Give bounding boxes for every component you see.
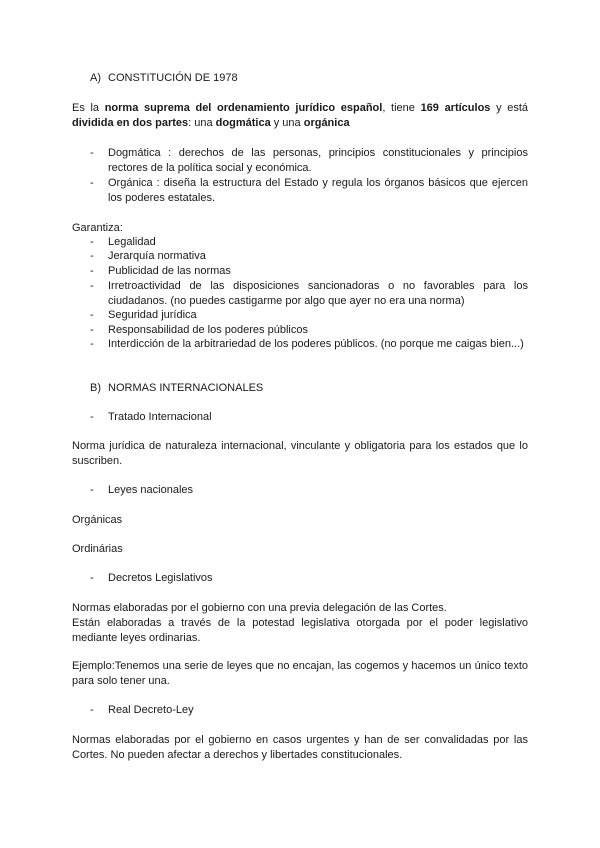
list-item bbox=[90, 279, 528, 309]
section-a-number: A) bbox=[90, 72, 101, 84]
part-organic: Orgánica : diseña la estructura del Estado y regula los órganos básicos que ejercen los poderes estatales. bbox=[108, 177, 528, 204]
guarantee-item: Jerarquía normativa bbox=[108, 250, 206, 262]
list-item bbox=[90, 337, 528, 352]
intro-bold: orgánica bbox=[303, 117, 350, 129]
section-b-number: B) bbox=[90, 382, 101, 394]
guarantee-item: Irretroactividad de las disposiciones sancionadoras o no favorables para los ciudadanos. (no puedes castigarme por algo que ayer no era una norma) bbox=[108, 280, 528, 307]
decrees-label: Decretos Legislativos bbox=[108, 572, 213, 584]
decrees-paragraph bbox=[72, 601, 528, 646]
guarantee-item: Responsabilidad de los poderes públicos bbox=[108, 324, 308, 336]
bullet-dash: - bbox=[90, 338, 94, 350]
bullet-dash: - bbox=[90, 280, 94, 292]
decrees-text-1: Normas elaboradas por el gobierno con una previa delegación de las Cortes. bbox=[72, 602, 447, 614]
national-laws-label: Leyes nacionales bbox=[108, 484, 194, 496]
section-a-heading bbox=[90, 71, 238, 86]
intro-text: y una bbox=[270, 117, 304, 129]
intro-line-2 bbox=[72, 116, 528, 131]
list-item bbox=[90, 264, 528, 279]
section-a-title: CONSTITUCIÓN DE 1978 bbox=[108, 72, 238, 84]
bullet-dash: - bbox=[90, 411, 94, 423]
intro-line-1 bbox=[72, 101, 528, 116]
list-item bbox=[90, 323, 528, 338]
list-item bbox=[90, 703, 528, 718]
list-item bbox=[90, 483, 528, 498]
bullet-dash: - bbox=[90, 265, 94, 277]
guarantee-item: Interdicción de la arbitrariedad de los poderes públicos. (no porque me caigas bien...) bbox=[108, 338, 524, 350]
bullet-dash: - bbox=[90, 147, 94, 159]
intro-bold: 169 artículos bbox=[420, 102, 491, 114]
list-item bbox=[90, 146, 528, 176]
intro-text: : una bbox=[188, 117, 216, 129]
constitution-intro bbox=[72, 101, 528, 131]
guarantee-item: Legalidad bbox=[108, 236, 156, 248]
list-item bbox=[90, 410, 528, 425]
bullet-dash: - bbox=[90, 704, 94, 716]
intro-text: y está bbox=[490, 102, 529, 114]
list-item bbox=[90, 235, 528, 250]
guarantees-title: Garantiza: bbox=[72, 222, 123, 234]
guarantee-item: Publicidad de las normas bbox=[108, 265, 231, 277]
bullet-dash: - bbox=[90, 177, 94, 189]
list-item bbox=[90, 308, 528, 323]
treaty-description: Norma jurídica de naturaleza internacional, vinculante y obligatoria para los estados que lo suscriben. bbox=[72, 440, 528, 467]
intro-bold: dogmática bbox=[215, 117, 271, 129]
treaty-label: Tratado Internacional bbox=[108, 411, 212, 423]
intro-text: , tiene bbox=[382, 102, 421, 114]
bullet-dash: - bbox=[90, 250, 94, 262]
royal-decree-label: Real Decreto-Ley bbox=[108, 704, 194, 716]
example-paragraph: Ejemplo:Tenemos una serie de leyes que no encajan, las cogemos y hacemos un único texto para solo tener una. bbox=[72, 660, 528, 687]
section-b-title: NORMAS INTERNACIONALES bbox=[108, 382, 264, 394]
ordinary-laws: Ordinárias bbox=[72, 543, 123, 555]
royal-decree-description: Normas elaboradas por el gobierno en casos urgentes y han de ser convalidadas por las Cortes. No pueden afectar a derechos y libertades constitucionales. bbox=[72, 734, 528, 761]
section-b-heading bbox=[90, 381, 263, 396]
guarantee-item: Seguridad jurídica bbox=[108, 309, 197, 321]
list-item bbox=[90, 176, 528, 206]
intro-bold: dividida en dos partes bbox=[72, 117, 189, 129]
bullet-dash: - bbox=[90, 309, 94, 321]
bullet-dash: - bbox=[90, 324, 94, 336]
decrees-text-2: Están elaboradas a través de la potestad legislativa otorgada por el poder legislativo mediante leyes ordinarias. bbox=[72, 617, 528, 644]
list-item bbox=[90, 571, 528, 586]
bullet-dash: - bbox=[90, 572, 94, 584]
list-item bbox=[90, 249, 528, 264]
organic-laws: Orgánicas bbox=[72, 514, 123, 526]
intro-text: Es la bbox=[72, 102, 105, 114]
bullet-dash: - bbox=[90, 484, 94, 496]
bullet-dash: - bbox=[90, 236, 94, 248]
intro-bold: norma suprema del ordenamiento jurídico español bbox=[104, 102, 383, 114]
part-dogmatic: Dogmática : derechos de las personas, principios constitucionales y principios rectores de la política social y económica. bbox=[108, 147, 528, 174]
